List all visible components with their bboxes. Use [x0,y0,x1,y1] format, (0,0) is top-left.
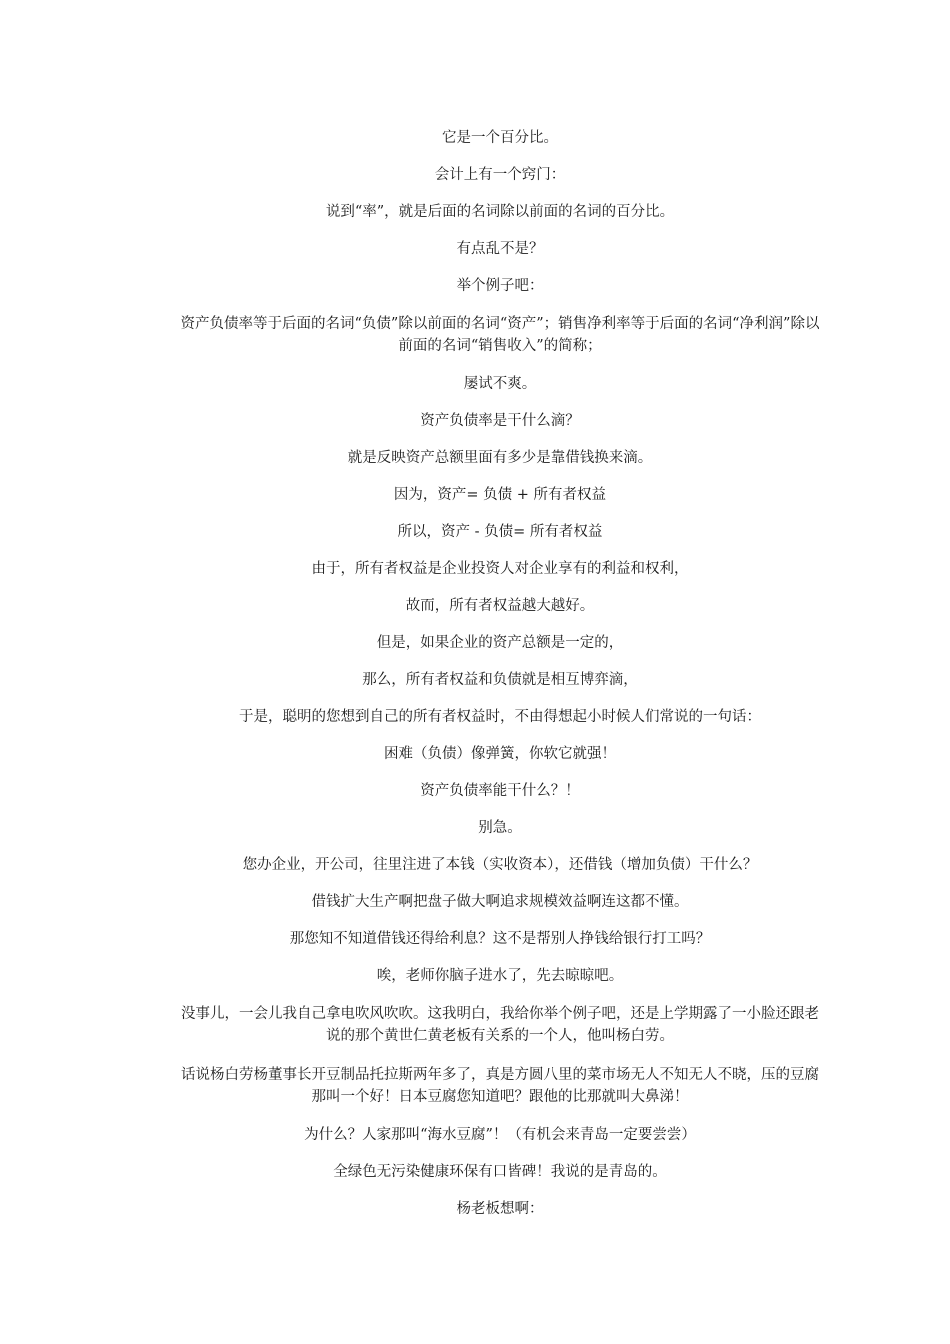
paragraph: 唉，老师你脑子进水了，先去晾晾吧。 [376,968,624,984]
paragraph: 没事儿，一会儿我自己拿电吹风吹吹。这我明白，我给你举个例子吧，还是上学期露了一小脸还跟老说的那个黄世仁黄老板有关系的一个人，他叫杨白劳。 [181,1006,819,1044]
paragraph: 别急。 [478,820,522,836]
paragraph: 有点乱不是？ [456,241,544,257]
paragraph: 因为，资产= 负债 + 所有者权益 [393,487,607,503]
document-body [180,128,820,1236]
paragraph: 全绿色无污染健康环保有口皆碑！我说的是青岛的。 [333,1164,667,1180]
paragraph: 资产负债率等于后面的名词“负债”除以前面的名词“资产”；销售净利率等于后面的名词“净利润”除以前面的名词“销售收入”的简称； [180,316,820,354]
paragraph: 说到“率”，就是后面的名词除以前面的名词的百分比。 [325,204,675,220]
paragraph: 就是反映资产总额里面有多少是靠借钱换来滴。 [347,450,653,466]
paragraph: 借钱扩大生产啊把盘子做大啊追求规模效益啊连这都不懂。 [311,894,689,910]
paragraph: 那您知不知道借钱还得给利息？这不是帮别人挣钱给银行打工吗？ [289,931,711,947]
paragraph: 话说杨白劳杨董事长开豆制品托拉斯两年多了，真是方圆八里的菜市场无人不知无人不晓，压的豆腐那叫一个好！日本豆腐您知道吧？跟他的比那就叫大鼻涕！ [181,1067,819,1105]
paragraph: 于是，聪明的您想到自己的所有者权益时，不由得想起小时候人们常说的一句话： [239,709,761,725]
paragraph: 那么，所有者权益和负债就是相互博弈滴， [362,672,638,688]
paragraph: 它是一个百分比。 [442,130,558,146]
paragraph: 杨老板想啊： [456,1201,544,1217]
paragraph: 为什么？人家那叫“海水豆腐”！（有机会来青岛一定要尝尝） [304,1127,696,1143]
paragraph: 屡试不爽。 [463,376,537,392]
paragraph: 您办企业，开公司，往里注进了本钱（实收资本），还借钱（增加负债）干什么？ [242,857,758,873]
paragraph: 由于，所有者权益是企业投资人对企业享有的利益和权利， [311,561,689,577]
paragraph: 困难（负债）像弹簧，你软它就强！ [384,746,616,762]
paragraph: 但是，如果企业的资产总额是一定的， [376,635,624,651]
paragraph: 资产负债率能干什么？！ [420,783,580,799]
paragraph: 会计上有一个窍门： [434,167,566,183]
paragraph: 资产负债率是干什么滴？ [420,413,580,429]
paragraph: 故而，所有者权益越大越好。 [405,598,595,614]
paragraph: 举个例子吧： [456,278,544,294]
paragraph: 所以，资产 - 负债= 所有者权益 [397,524,603,540]
